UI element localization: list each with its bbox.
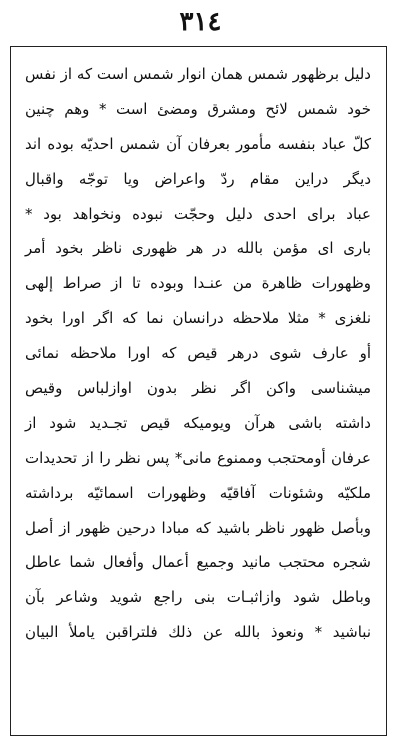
page-number: ٣١٤ (179, 7, 222, 37)
text-line: شجره محتجب مانيد وجميع أعمال وأفعال شما عاطل (25, 553, 371, 572)
text-line: نلغزى * مثلا ملاحظه درانسان نما كه اگر اورا بخود (25, 309, 371, 328)
text-line: بارى اى مؤمن بالله در هر ظهورى ناظر بخود أمر (25, 239, 371, 258)
text-line: كلّ عباد بنفسه مأمور بعرفان آن شمس احديّه بوده اند (25, 134, 371, 153)
text-line: وباطل شود وازاثبـات بنى راجع شويد وشاعر بآن (25, 588, 371, 607)
text-line: ميشناسى واكن اگر نظر بدون اوازلباس وقيص (25, 379, 371, 398)
text-line: خود شمس لائح ومشرق ومضئ است * وهم چنين (25, 99, 371, 118)
text-line: وظهورات ظاهرة من عنـدا وبوده تا از صراط إلهى (25, 274, 371, 293)
text-line: عباد براى احدى دليل وحجّت نبوده ونخواهد بود * (25, 204, 371, 223)
text-line: ملكيّه وشئونات آفاقيّه وظهورات اسمائيّه برداشته (25, 483, 371, 502)
text-line: ديگر دراين مقام ردّ واعراض ويا توجّه واقبال (25, 169, 371, 188)
text-line: عرفان أومحتجب وممنوع مانى* پس نظر را از تحديدات (25, 448, 371, 467)
text-line: أو عارف شوى درهر قيص كه اورا ملاحظه نمائى (25, 344, 371, 363)
text-block (25, 57, 371, 650)
text-line: نباشيد * ونعوذ بالله عن ذلك فلتراقبن ياملأ البيان (25, 623, 371, 642)
text-frame (10, 46, 387, 736)
text-line: دليل برظهور شمس همان انوار شمس است كه از نفس (25, 65, 371, 83)
text-line: وبأصل ظهور ناظر باشيد كه مبادا درحين ظهور از أصل (25, 518, 371, 537)
text-line: داشته باشى هرآن ويوميكه قيص تجـديد شود از (25, 413, 371, 432)
